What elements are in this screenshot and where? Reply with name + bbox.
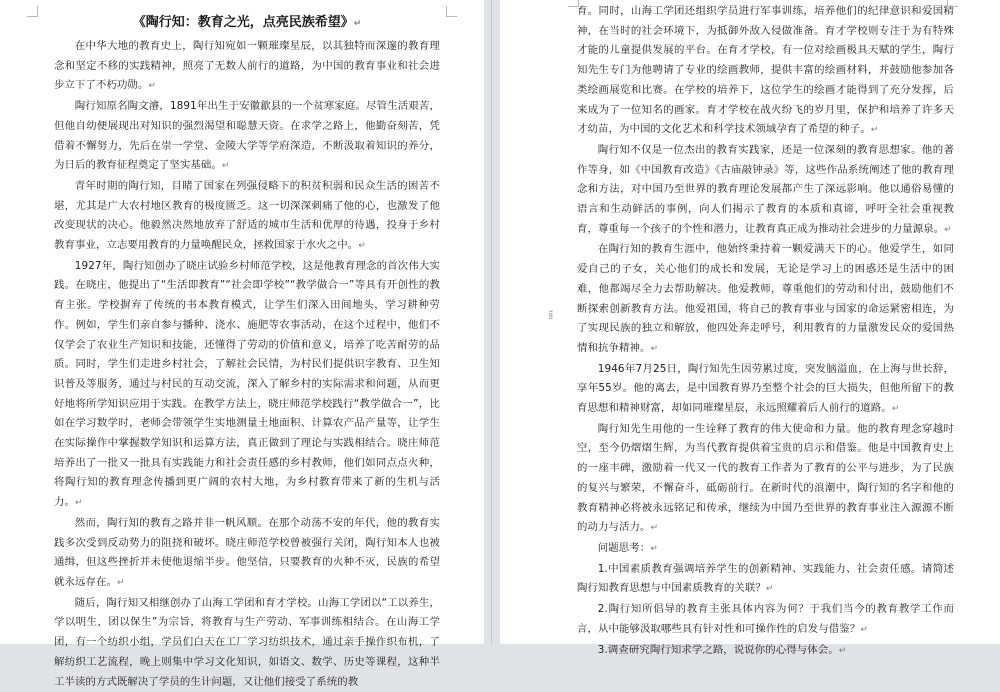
paragraph: 陶行知先生用他的一生诠释了教育的伟大使命和力量。他的教育理念穿越时空，至今仍熠熠生辉，为当代教育提供着宝贵的启示和借鉴。他是中国教育史上的一座丰碑，激励着一代又一代的教育工作者为了教育的公平与进步，为了民族的复兴与繁荣，不懈奋斗，砥砺前行。在新时代的浪潮中，陶行知的名字和他的教育精神必将被永远铭记和传承，继续为中国乃至世界的教育事业注入源源不断的动力与活力。↵ (577, 422, 954, 534)
paragraph-mark: ↵ (944, 224, 952, 235)
paragraph: 随后，陶行知又相继创办了山海工学团和育才学校。山海工学团以“工以养生，学以明生，团以保生”为宗旨，将教育与生产劳动、军事训练相结合。在山海工学团，有一个纺织小组，学员们白天在工厂学习纺织技术，通过亲手操作织布机，了解纺织工艺流程，晚上则集中学习文化知识，如语文、数学、历史等课程，这种半工半读的方式既解决了学员的生计问题，又让他们接受了系统的教 (54, 596, 440, 688)
question-item: 3.调查研究陶行知求学之路，说说你的心得与体会。↵ (597, 643, 847, 656)
paragraph-mark: ↵ (838, 645, 847, 656)
paragraph-mark: ↵ (765, 584, 774, 595)
document-page-right[interactable] (500, 0, 1000, 656)
page-corner-mark (947, 0, 958, 7)
question-item: 1.中国素质教育强调培养学生的创新精神、实践能力、社会责任感。请简述陶行知教育思想与中国素质教育的关联？↵ (577, 562, 954, 595)
document-page-left[interactable] (0, 0, 484, 688)
document-title-text: 《陶行知：教育之光，点亮民族希望》 (132, 15, 354, 30)
question-item: 2.陶行知所倡导的教育主张具体内容为何？于我们当今的教育教学工作而言，从中能够汲取哪些具有针对性和可操作性的启发与借鉴？↵ (577, 603, 954, 635)
paragraph-mark: ↵ (860, 624, 868, 635)
paragraph-mark: ↵ (116, 577, 125, 588)
paragraph-mark: ↵ (650, 523, 659, 534)
paragraph: 然而，陶行知的教育之路并非一帆风顺。在那个动荡不安的年代，他的教育实践多次受到反动势力的阻挠和破坏。晓庄师范学校曾被强行关闭，陶行知本人也被通缉，但这些挫折并未使他退缩半步。他坚信，只要教育的火种不灭，民族的希望就永远存在。↵ (54, 516, 440, 588)
paragraph: 1946年7月25日，陶行知先生因劳累过度，突发脑溢血，在上海与世长辞，享年55岁。他的离去，是中国教育界乃至整个社会的巨大损失，但他所留下的教育思想和精神财富，却如同璀璨星辰，永远照耀着后人前行的道路。↵ (577, 362, 954, 415)
paragraph: 在陶行知的教育生涯中，他始终秉持着一颗爱满天下的心。他爱学生，如同爱自己的子女，关心他们的成长和发展，无论是学习上的困惑还是生活中的困难，他都竭尽全力去帮助解决。他爱教师，尊重他们的劳动和付出，鼓励他们不断探索创新教育方法。他爱祖国，将自己的教育事业与国家的命运紧密相连，为了实现民族的独立和解放，他四处奔走呼号，利用教育的力量激发民众的爱国热情和抗争精神。↵ (577, 243, 954, 354)
paragraph-mark: ↵ (353, 19, 362, 29)
paragraph-drag-handle-icon[interactable]: ⁞⁞ (548, 308, 552, 322)
paragraph-mark: ↵ (870, 125, 879, 136)
document-title (54, 14, 440, 33)
question-heading: 问题思考：↵ (597, 541, 658, 554)
paragraph-mark: ↵ (891, 404, 900, 415)
paragraph-mark: ↵ (358, 241, 366, 252)
paragraph: 青年时期的陶行知，目睹了国家在列强侵略下的积贫积弱和民众生活的困苦不堪，尤其是广大农村地区教育的极度匮乏。这一切深深刺痛了他的心，也激发了他改变现状的决心。他毅然决然地放弃了舒适的城市生活和优厚的待遇，投身于乡村教育事业，立志要用教育的力量唤醒民众，拯救国家于水火之中。↵ (54, 179, 440, 252)
paragraph: 陶行知不仅是一位杰出的教育实践家，还是一位深刻的教育思想家。他的著作等身，如《中国教育改造》《古庙敲钟录》等，这些作品系统阐述了他的教育理念和方法，对中国乃至世界的教育理论发展都产生了深远影响。他以通俗易懂的语言和生动鲜活的事例，向人们揭示了教育的本质和真谛，呼吁全社会重视教育，尊重每一个孩子的个性和潜力，让教育真正成为推动社会进步的力量源泉。↵ (577, 143, 954, 235)
page-corner-mark (27, 6, 38, 17)
paragraph-mark: ↵ (148, 81, 157, 92)
paragraph: 在中华大地的教育史上，陶行知宛如一颗璀璨星辰，以其独特而深邃的教育理念和坚定不移的实践精神，照亮了无数人前行的道路，为中国的教育事业和社会进步立下了不朽功勋。↵ (54, 40, 440, 92)
paragraph-mark: ↵ (650, 543, 658, 554)
paragraph-mark: ↵ (221, 161, 230, 172)
paragraph: 育。同时，山海工学团还组织学员进行军事训练，培养他们的纪律意识和爱国精神，在当时的社会环境下，为抵御外敌入侵做准备。育才学校则专注于为有特殊才能的儿童提供发展的平台。在育才学校，有一位对绘画极具天赋的学生，陶行知先生专门为他聘请了专业的绘画教师，提供丰富的绘画材料，并鼓励他参加各类绘画展览和比赛。在学校的培养下，这位学生的绘画才能得到了充分发挥，后来成为了一位知名的画家。育才学校在战火纷飞的岁月里，保护和培养了许多天才幼苗，为中国的文化艺术和科学技术领域孕育了希望的种子。↵ (577, 5, 954, 136)
paragraph-mark: ↵ (74, 498, 83, 509)
page-corner-mark (568, 0, 579, 7)
page-gap (484, 0, 500, 644)
paragraph-mark: ↵ (650, 343, 659, 354)
page-gap-divider (491, 0, 492, 644)
page-corner-mark (446, 6, 457, 17)
paragraph: 1927年，陶行知创办了晓庄试验乡村师范学校，这是他教育理念的首次伟大实践。在晓庄，他提出了“生活即教育”“社会即学校”“教学做合一”等具有开创性的教育主张。学校摒弃了传统的书本教育模式，让学生们深入田间地头，学习耕种劳作。例如，学生们亲自参与播种、浇水、施肥等农事活动，在这个过程中，他们不仅学会了农业生产知识和技能，还懂得了劳动的价值和意义，培养了吃苦耐劳的品质。同时，学生们走进乡村社会，了解社会民情，为村民们提供识字教育、卫生知识普及等服务，通过与村民的互动交流，深入了解乡村的实际需求和问题，从而更好地将所学知识应用于实践。在教学方法上，晓庄师范学校践行“教学做合一”，比如在学习数学时，老师会带领学生实地测量土地面积、计算农产品产量等，让学生在实际操作中掌握数学知识和运算方法，真正做到了理论与实践相结合。晓庄师范培养出了一批又一批具有实践能力和社会责任感的乡村教师，他们如同点点火种，将陶行知的教育理念传播到更广阔的农村大地，为乡村教育带来了新的生机与活力。↵ (54, 259, 440, 509)
paragraph: 陶行知原名陶文濬，1891年出生于安徽歙县的一个贫寒家庭。尽管生活艰苦，但他自幼便展现出对知识的强烈渴望和聪慧天资。在求学之路上，他勤奋刻苦，凭借着不懈努力，先后在崇一学堂、金陵大学等学府深造，不断汲取着知识的养分，为日后的教育征程奠定了坚实基础。↵ (54, 100, 440, 172)
